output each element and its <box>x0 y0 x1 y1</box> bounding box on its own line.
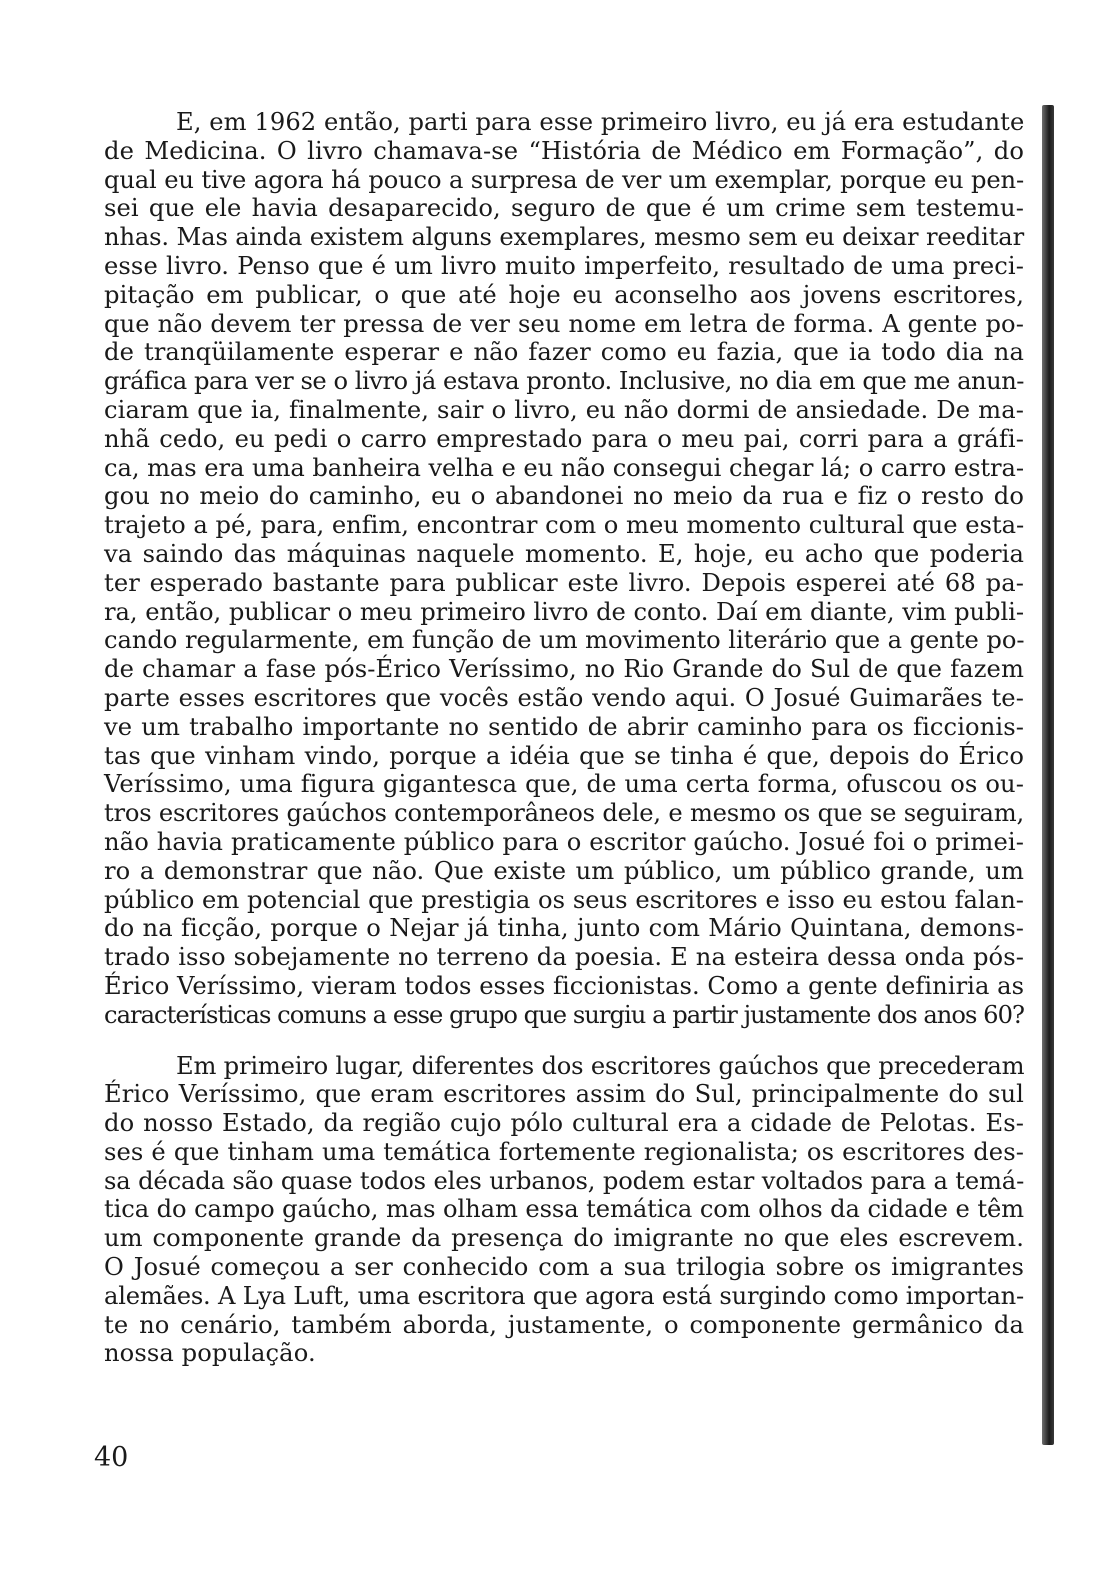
text-line: nhã cedo, eu pedi o carro emprestado para o meu pai, corri para a gráfi- <box>104 424 1024 453</box>
text-line: ro a demonstrar que não. Que existe um público, um público grande, um <box>104 856 1024 885</box>
text-line: Érico Veríssimo, vieram todos esses ficcionistas. Como a gente definiria as <box>104 971 1025 1000</box>
text-line: de Medicina. O livro chamava-se “História de Médico em Formação”, do <box>104 136 1024 165</box>
text-line: Veríssimo, uma figura gigantesca que, de uma certa forma, ofuscou os ou- <box>104 770 1024 799</box>
text-line: qual eu tive agora há pouco a surpresa de ver um exemplar, porque eu pen- <box>104 165 1024 194</box>
text-line: O Josué começou a ser conhecido com a sua trilogia sobre os imigrantes <box>104 1253 1024 1282</box>
text-line: ses é que tinham uma temática fortemente regionalista; os escritores des- <box>104 1137 1024 1166</box>
text-line: ciaram que ia, finalmente, sair o livro, eu não dormi de ansiedade. De ma- <box>104 395 1024 424</box>
text-line: sa década são quase todos eles urbanos, podem estar voltados para a temá- <box>104 1166 1025 1195</box>
text-line: não havia praticamente público para o escritor gaúcho. Josué foi o primei- <box>104 827 1024 856</box>
text-line: do nosso Estado, da região cujo pólo cultural era a cidade de Pelotas. Es- <box>104 1109 1024 1138</box>
paragraph-1 <box>104 108 1024 1030</box>
text-line: cando regularmente, em função de um movimento literário que a gente po- <box>104 626 1025 655</box>
text-line: público em potencial que prestigia os seus escritores e isso eu estou falan- <box>104 885 1024 914</box>
text-line: que não devem ter pressa de ver seu nome em letra de forma. A gente po- <box>104 309 1024 338</box>
text-line: de chamar a fase pós-Érico Veríssimo, no Rio Grande do Sul de que fazem <box>104 655 1024 684</box>
text-line: Em primeiro lugar, diferentes dos escritores gaúchos que precederam <box>176 1051 1025 1080</box>
text-line: ra, então, publicar o meu primeiro livro de conto. Daí em diante, vim publi- <box>104 597 1024 626</box>
paragraph-2 <box>104 1052 1024 1369</box>
text-line: gou no meio do caminho, eu o abandonei no meio da rua e fiz o resto do <box>104 482 1024 511</box>
text-line: trajeto a pé, para, enfim, encontrar com o meu momento cultural que esta- <box>104 511 1025 540</box>
page-binding-edge <box>1042 105 1054 1445</box>
text-line: ter esperado bastante para publicar este livro. Depois esperei até 68 pa- <box>104 568 1024 597</box>
text-line: nhas. Mas ainda existem alguns exemplares, mesmo sem eu deixar reeditar <box>104 223 1024 252</box>
body-text <box>104 108 1024 1368</box>
text-line: ve um trabalho importante no sentido de abrir caminho para os ficcionis- <box>104 712 1024 741</box>
text-line: gráfica para ver se o livro já estava pronto. Inclusive, no dia em que me anun- <box>104 367 1024 396</box>
text-line: sei que ele havia desaparecido, seguro de que é um crime sem testemu- <box>104 194 1024 223</box>
text-line: te no cenário, também aborda, justamente, o componente germânico da <box>104 1310 1024 1339</box>
text-line: Érico Veríssimo, que eram escritores assim do Sul, principalmente do sul <box>104 1080 1024 1109</box>
text-line: um componente grande da presença do imigrante no que eles escrevem. <box>104 1224 1024 1253</box>
text-line: do na ficção, porque o Nejar já tinha, junto com Mário Quintana, demons- <box>104 914 1024 943</box>
text-line: pitação em publicar, o que até hoje eu aconselho aos jovens escritores, <box>104 280 1024 309</box>
text-line: esse livro. Penso que é um livro muito imperfeito, resultado de uma preci- <box>104 251 1024 280</box>
text-line: va saindo das máquinas naquele momento. E, hoje, eu acho que poderia <box>104 539 1024 568</box>
text-line: ca, mas era uma banheira velha e eu não consegui chegar lá; o carro estra- <box>104 453 1024 482</box>
page-number: 40 <box>94 1442 129 1473</box>
text-line: tica do campo gaúcho, mas olham essa temática com olhos da cidade e têm <box>104 1195 1024 1224</box>
text-line: nossa população. <box>104 1339 316 1368</box>
text-line: características comuns a esse grupo que surgiu a partir justamente dos anos 60? <box>104 1000 1024 1029</box>
text-line: tros escritores gaúchos contemporâneos dele, e mesmo os que se seguiram, <box>104 799 1024 828</box>
text-line: de tranqüilamente esperar e não fazer como eu fazia, que ia todo dia na <box>104 338 1024 367</box>
text-line: parte esses escritores que vocês estão vendo aqui. O Josué Guimarães te- <box>104 683 1024 712</box>
text-line: tas que vinham vindo, porque a idéia que se tinha é que, depois do Érico <box>104 741 1024 770</box>
text-line: alemães. A Lya Luft, uma escritora que agora está surgindo como importan- <box>104 1281 1024 1310</box>
text-line: E, em 1962 então, parti para esse primeiro livro, eu já era estudante <box>176 108 1025 136</box>
text-line: trado isso sobejamente no terreno da poesia. E na esteira dessa onda pós- <box>104 943 1024 972</box>
